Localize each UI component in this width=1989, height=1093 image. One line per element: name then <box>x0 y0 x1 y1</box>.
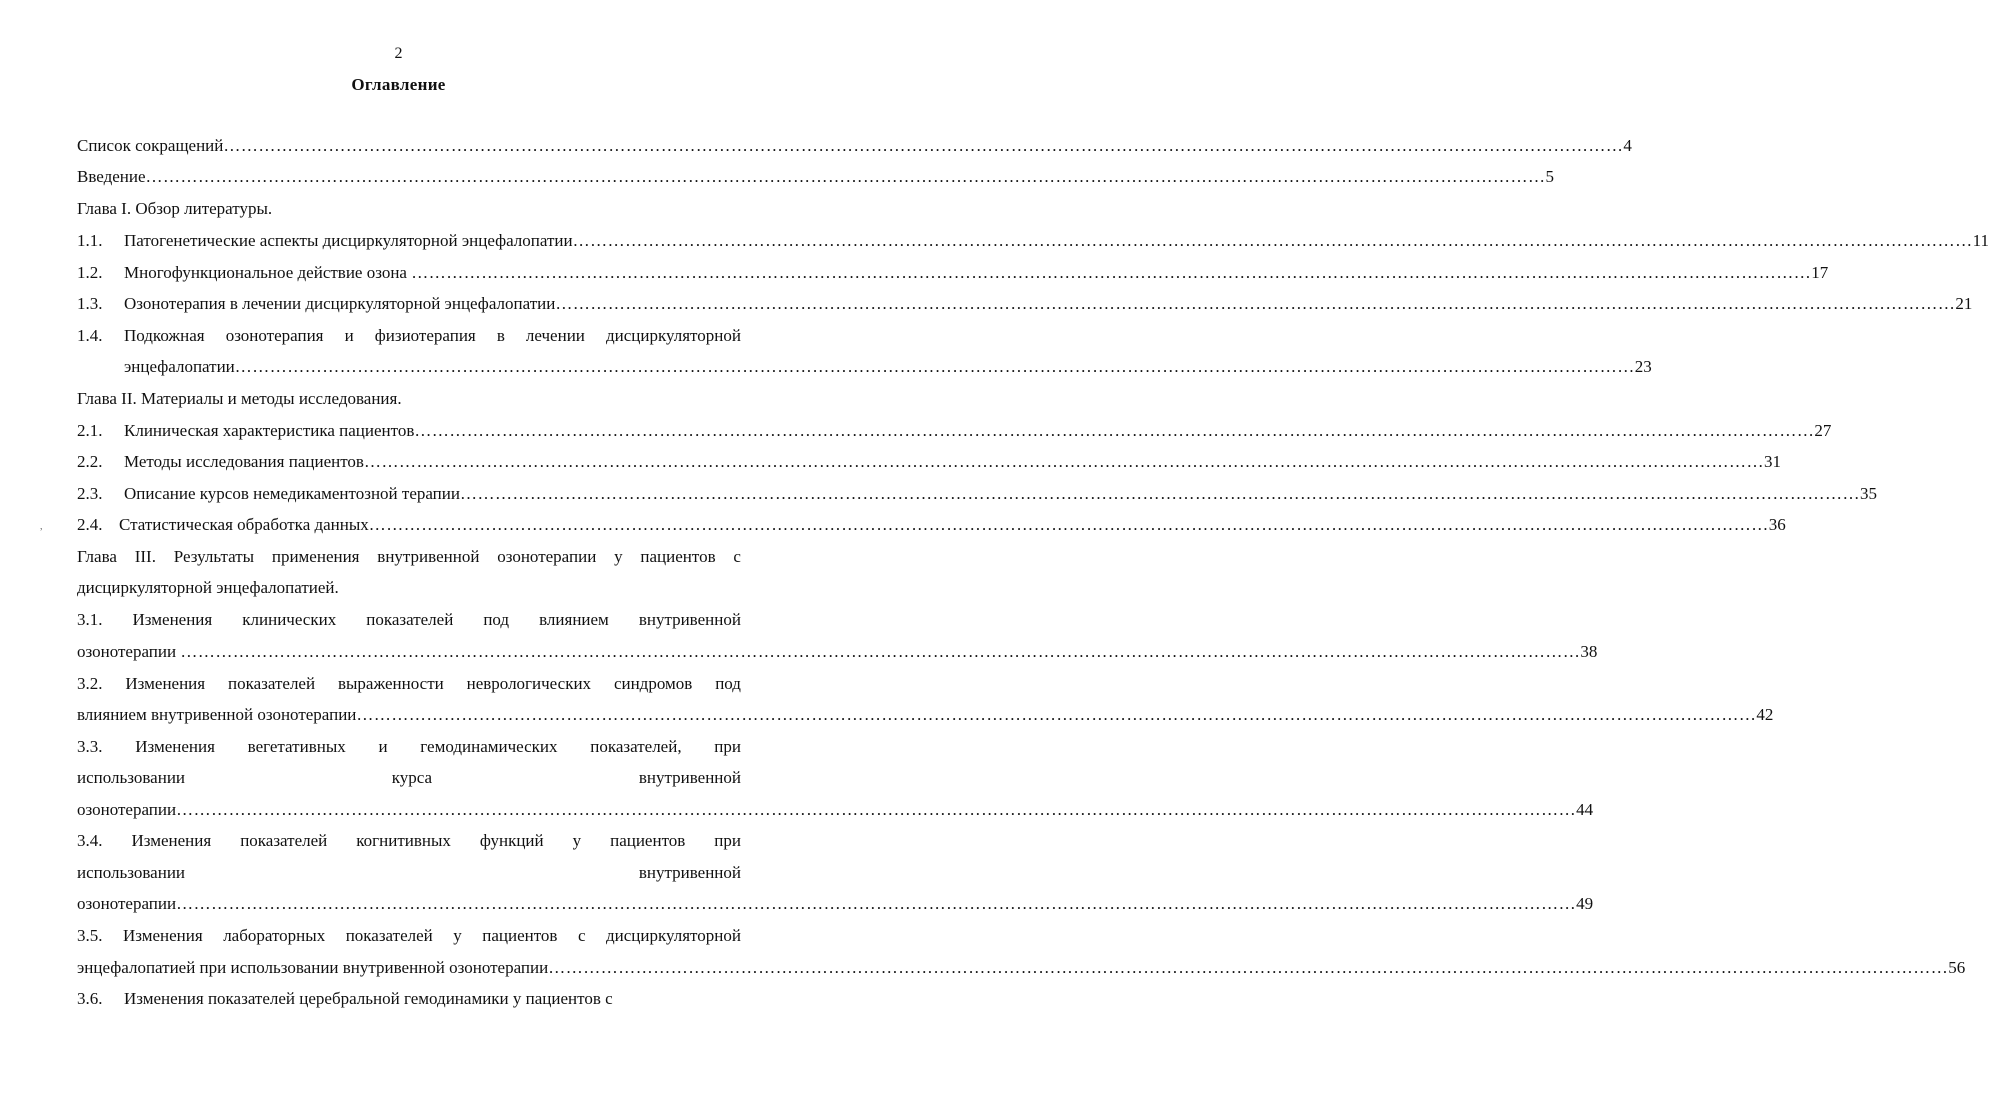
page-title: Оглавление <box>351 75 446 94</box>
dot-leader: …………………………………………………………………………………………………………………………………………………………………………………………………………………… <box>363 452 1764 471</box>
dot-leader: …………………………………………………………………………………………………………………………………………………………………………………………………………………… <box>555 294 1956 313</box>
toc-entry-3-4[interactable]: 3.4. Изменения показателей когнитивных функций у пациентов при <box>77 829 741 853</box>
dot-leader: …………………………………………………………………………………………………………………………………………………………………………………………………………………… <box>180 642 1581 661</box>
section-number: 3.4. <box>77 831 103 850</box>
toc-entry-text: энцефалопатией при использовании внутривенной озонотерапии <box>77 958 549 977</box>
section-number: 2.1. <box>77 421 103 440</box>
toc-word: Результаты <box>173 547 255 566</box>
toc-entry-3-2[interactable]: 3.2. Изменения показателей выраженности неврологических синдромов под <box>77 672 741 696</box>
section-number: 1.3. <box>77 294 103 313</box>
section-number: 1.4. <box>77 326 103 345</box>
toc-chapter-2[interactable] <box>77 387 741 411</box>
toc-entry-2-1[interactable] <box>77 419 1832 443</box>
section-number: 1.1. <box>77 231 103 250</box>
dot-leader: …………………………………………………………………………………………………………………………………………………………………………………………………………………… <box>176 800 1577 819</box>
toc-chapter-3-cont[interactable] <box>77 576 741 600</box>
toc-entry-3-4-cont2[interactable] <box>77 892 1594 916</box>
toc-word: озонотерапии <box>497 547 597 566</box>
toc-entry-text: Статистическая обработка данных <box>119 515 369 534</box>
toc-entry-text: Методы исследования пациентов <box>124 452 364 471</box>
section-number: 3.5. <box>77 926 103 945</box>
toc-word: у <box>614 547 623 566</box>
dot-leader: …………………………………………………………………………………………………………………………………………………………………………………………………………………… <box>368 515 1769 534</box>
section-number: 2.4. <box>77 515 103 534</box>
toc-entry-3-5[interactable]: 3.5. Изменения лабораторных показателей у пациентов с дисциркуляторной <box>77 924 741 948</box>
toc-page-number: 35 <box>1859 484 1877 503</box>
toc-entry-text: Глава II. Материалы и методы исследования. <box>77 389 402 408</box>
toc-entry-text: Многофункциональное действие озона <box>124 263 412 282</box>
dot-leader: …………………………………………………………………………………………………………………………………………………………………………………………………………………… <box>572 231 1973 250</box>
toc-word: Глава <box>77 547 117 566</box>
toc-word: внутривенной <box>377 547 480 566</box>
toc-entry-3-3[interactable]: 3.3. Изменения вегетативных и гемодинамических показателей, при <box>77 735 741 759</box>
toc-entry-introduction[interactable] <box>77 165 1555 189</box>
toc-entry-text: озонотерапии <box>77 894 177 913</box>
toc-entry-text: Введение <box>77 167 146 186</box>
toc-entry-3-6[interactable] <box>77 987 741 1011</box>
toc-entry-text: озонотерапии <box>77 800 177 819</box>
toc-entry-1-3[interactable] <box>77 292 1973 316</box>
toc-entry-3-4-cont[interactable]: использовании внутривенной <box>77 863 741 882</box>
toc-entry-2-2[interactable] <box>77 450 1781 474</box>
toc-chapter-1[interactable] <box>77 197 741 221</box>
toc-entry-3-3-cont[interactable]: использовании курса внутривенной <box>77 768 741 787</box>
toc-entry-2-4[interactable] <box>77 513 1786 537</box>
toc-page-number: 21 <box>1955 294 1973 313</box>
toc-page-number: 36 <box>1768 515 1786 534</box>
toc-page-number: 5 <box>1545 167 1555 186</box>
toc-page-number: 27 <box>1814 421 1832 440</box>
stray-mark: , <box>40 521 43 532</box>
toc-page-number: 56 <box>1948 958 1966 977</box>
toc-entry-text: озонотерапии <box>77 642 181 661</box>
toc-entry-3-5-cont[interactable] <box>77 956 1966 980</box>
dot-leader: …………………………………………………………………………………………………………………………………………………………………………………………………………………… <box>548 958 1949 977</box>
dot-leader: …………………………………………………………………………………………………………………………………………………………………………………………………………………… <box>411 263 1812 282</box>
toc-entry-text: Описание курсов немедикаментозной терапии <box>124 484 460 503</box>
dot-leader: …………………………………………………………………………………………………………………………………………………………………………………………………………………… <box>176 894 1577 913</box>
toc-word: применения <box>271 547 360 566</box>
toc-page-number: 31 <box>1763 452 1781 471</box>
dot-leader: …………………………………………………………………………………………………………………………………………………………………………………………………………………… <box>459 484 1860 503</box>
section-number: 1.2. <box>77 263 103 282</box>
section-number: 3.3. <box>77 737 103 756</box>
toc-entry-text: Клиническая характеристика пациентов <box>124 421 415 440</box>
toc-page-number: 38 <box>1580 642 1598 661</box>
toc-page-number: 42 <box>1756 705 1774 724</box>
dot-leader: …………………………………………………………………………………………………………………………………………………………………………………………………………………… <box>414 421 1815 440</box>
toc-entry-1-1[interactable] <box>77 229 1989 253</box>
toc-page-number: 17 <box>1811 263 1829 282</box>
section-number: 3.1. <box>77 610 103 629</box>
toc-entry-1-4-cont[interactable] <box>77 355 1652 379</box>
toc-entry-text: Озонотерапия в лечении дисциркуляторной энцефалопатии <box>124 294 556 313</box>
dot-leader: …………………………………………………………………………………………………………………………………………………………………………………………………………………… <box>234 357 1635 376</box>
toc-entry-3-1[interactable]: 3.1. Изменения клинических показателей под влиянием внутривенной <box>77 608 741 632</box>
toc-page-number: 4 <box>1623 136 1632 155</box>
toc-entry-text: дисциркуляторной энцефалопатией. <box>77 578 339 597</box>
page-number: 2 <box>394 45 403 62</box>
toc-entry-3-1-cont[interactable] <box>77 640 1598 664</box>
toc-page-number: 49 <box>1576 894 1594 913</box>
toc-entry-text: влиянием внутривенной озонотерапии <box>77 705 357 724</box>
toc-page-number: 11 <box>1972 231 1989 250</box>
toc-entry-3-2-cont[interactable] <box>77 703 1774 727</box>
toc-entry-text: Подкожная озонотерапия и физиотерапия в лечении дисциркуляторной <box>124 326 741 345</box>
dot-leader: …………………………………………………………………………………………………………………………………………………………………………………………………………………… <box>223 136 1624 155</box>
section-number: 3.6. <box>77 989 103 1008</box>
toc-entry-text: Патогенетические аспекты дисциркуляторной энцефалопатии <box>124 231 573 250</box>
toc-word: с <box>733 547 741 566</box>
toc-entry-1-4[interactable] <box>77 324 741 348</box>
toc-entry-1-2[interactable] <box>77 261 1829 285</box>
toc-word: пациентов <box>640 547 716 566</box>
toc-page-number: 23 <box>1634 357 1652 376</box>
toc-entry-2-3[interactable] <box>77 482 1877 506</box>
toc-chapter-3[interactable] <box>77 545 741 569</box>
dot-leader: …………………………………………………………………………………………………………………………………………………………………………………………………………………… <box>356 705 1757 724</box>
section-number: 2.2. <box>77 452 103 471</box>
toc-entry-text: Список сокращений <box>77 136 224 155</box>
toc-word: III. <box>134 547 156 566</box>
dot-leader: …………………………………………………………………………………………………………………………………………………………………………………………………………………… <box>145 167 1546 186</box>
toc-entry-text: энцефалопатии <box>124 357 235 376</box>
toc-entry-abbreviations[interactable] <box>77 134 1632 158</box>
toc-entry-text: Глава I. Обзор литературы. <box>77 199 273 218</box>
section-number: 2.3. <box>77 484 103 503</box>
toc-entry-text: Изменения показателей церебральной гемодинамики у пациентов с <box>124 989 613 1008</box>
toc-entry-3-3-cont2[interactable] <box>77 798 1594 822</box>
toc-page-number: 44 <box>1576 800 1594 819</box>
section-number: 3.2. <box>77 674 103 693</box>
